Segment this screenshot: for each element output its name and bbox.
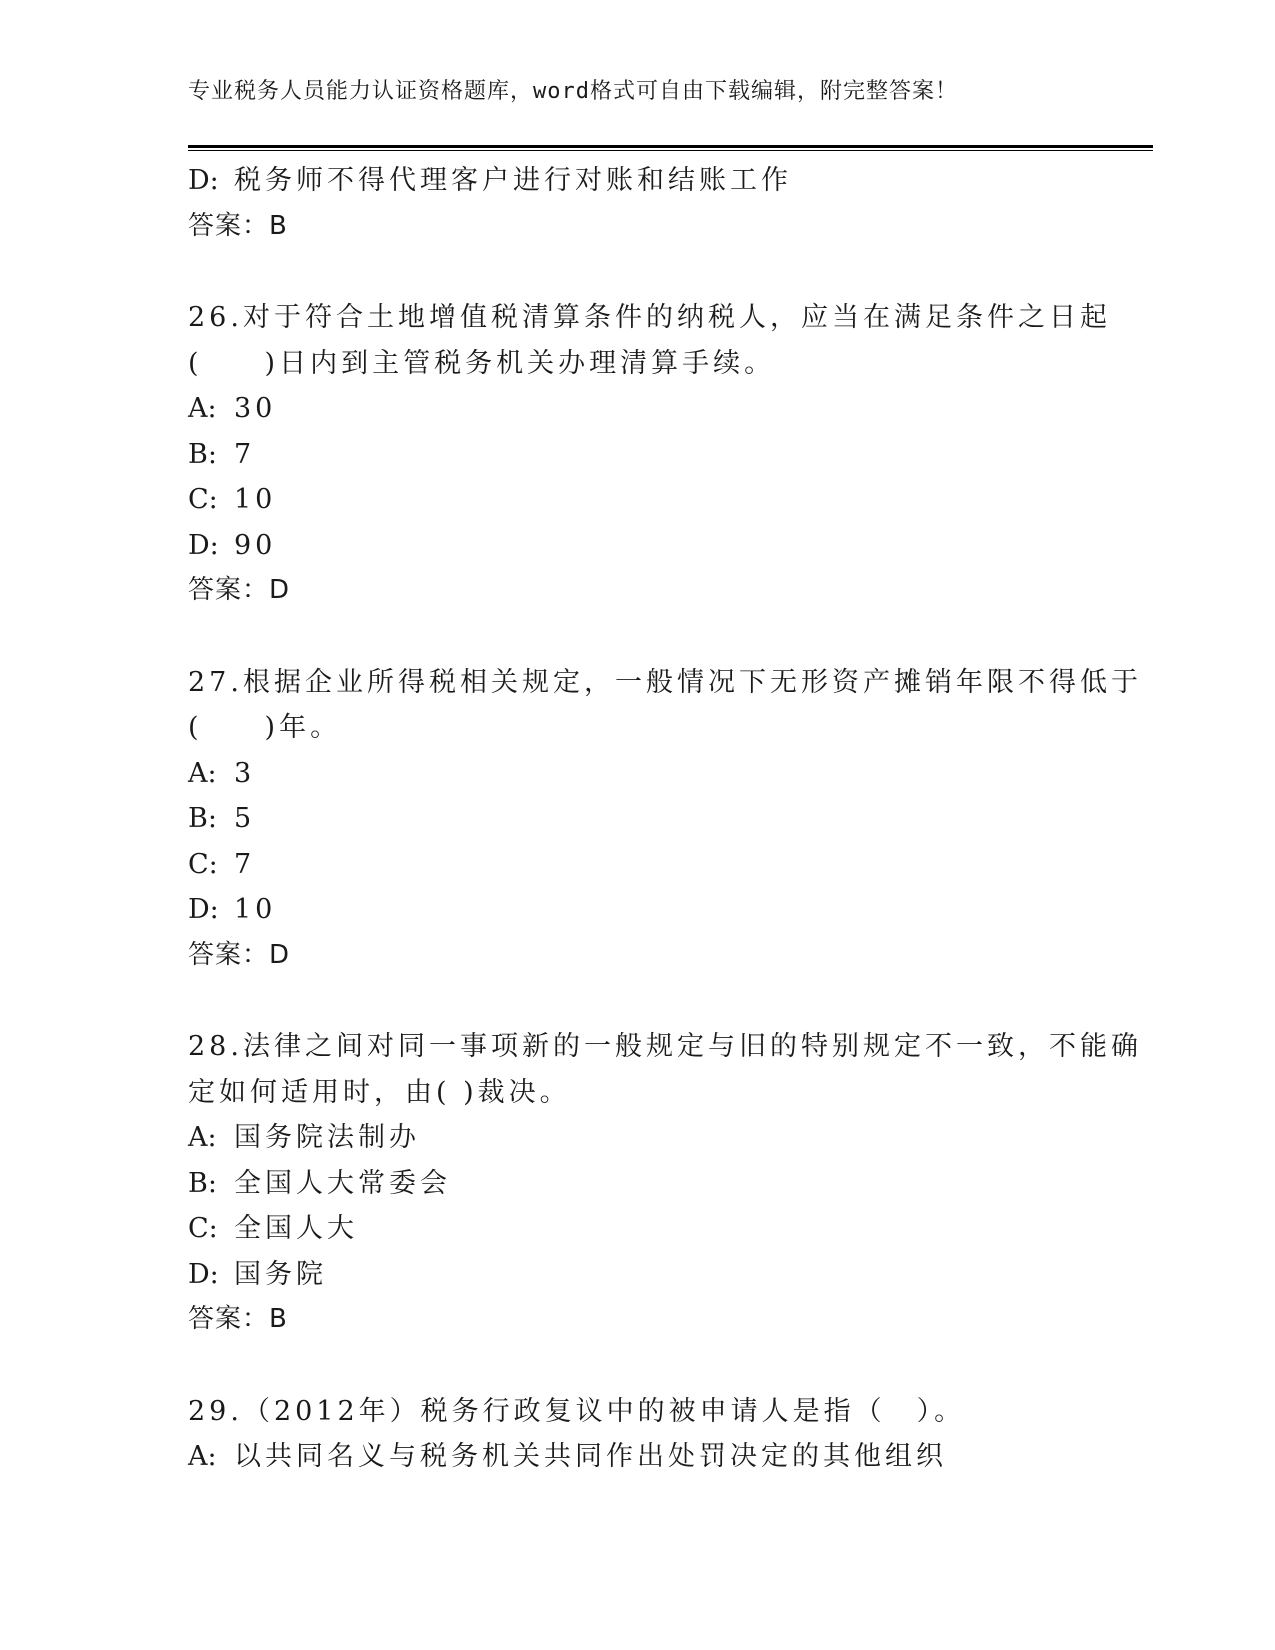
option-letter: A: <box>188 393 217 424</box>
option-letter: A: <box>188 1441 217 1472</box>
answer-line: 答案：B <box>188 1304 288 1334</box>
option-a <box>188 386 1088 432</box>
option-text: 国务院法制办 <box>234 1122 420 1153</box>
answer-line: 答案：D <box>188 939 291 970</box>
option-d <box>188 523 1088 569</box>
option-d <box>188 158 1088 204</box>
option-text: 10 <box>234 484 277 515</box>
question-26-text-line1: 26.对于符合土地增值税清算条件的纳税人，应当在满足条件之日起 <box>188 302 1111 333</box>
answer-line: 答案：B <box>188 210 288 241</box>
option-letter: D: <box>188 165 219 196</box>
option-letter: C: <box>188 848 218 880</box>
spacer <box>188 978 1088 1024</box>
question-27-text-line2: ( )年。 <box>188 712 342 743</box>
option-text: 税务师不得代理客户进行对账和结账工作 <box>234 165 792 196</box>
option-b <box>188 796 1088 842</box>
option-text: 7 <box>234 438 256 470</box>
option-letter: D: <box>188 1258 219 1290</box>
option-text: 5 <box>234 803 256 834</box>
option-text: 30 <box>234 393 277 424</box>
option-text: 90 <box>234 529 277 561</box>
page-header: 专业税务人员能力认证资格题库，word格式可自由下载编辑，附完整答案！ <box>188 79 958 104</box>
option-a <box>188 1434 1088 1480</box>
option-b <box>188 432 1088 478</box>
header-rule-thick <box>188 145 1153 148</box>
option-text: 7 <box>234 848 256 880</box>
option-letter: D: <box>188 529 219 561</box>
answer-line: 答案：D <box>188 575 291 605</box>
option-letter: B: <box>188 438 217 470</box>
spacer <box>188 249 1088 295</box>
question-29-text-line1: 29.（2012年）税务行政复议中的被申请人是指（ ）。 <box>188 1395 966 1427</box>
question-26-text-line2: ( )日内到主管税务机关办理清算手续。 <box>188 347 776 379</box>
option-text: 以共同名义与税务机关共同作出处罚决定的其他组织 <box>234 1441 947 1472</box>
option-d <box>188 887 1088 933</box>
option-letter: A: <box>188 757 217 789</box>
header-rule-thin <box>188 150 1153 151</box>
question-28-text-line2: 定如何适用时，由( )裁决。 <box>188 1076 571 1108</box>
option-letter: B: <box>188 1167 217 1199</box>
question-content <box>188 158 1142 1480</box>
option-letter: D: <box>188 894 219 925</box>
option-text: 全国人大 <box>234 1213 358 1244</box>
option-d <box>188 1252 1088 1298</box>
option-a <box>188 1115 1088 1161</box>
option-letter: C: <box>188 1213 218 1244</box>
option-text: 3 <box>234 757 256 789</box>
option-a <box>188 751 1088 797</box>
option-text: 国务院 <box>234 1258 327 1290</box>
option-c <box>188 1206 1088 1252</box>
spacer <box>188 1343 1088 1389</box>
spacer <box>188 614 1088 660</box>
option-text: 10 <box>234 894 277 925</box>
question-27-text-line1: 27.根据企业所得税相关规定，一般情况下无形资产摊销年限不得低于 <box>188 666 1142 698</box>
option-b <box>188 1161 1088 1207</box>
option-text: 全国人大常委会 <box>234 1167 451 1199</box>
question-28-text-line1: 28.法律之间对同一事项新的一般规定与旧的特别规定不一致，不能确 <box>188 1031 1142 1062</box>
option-c <box>188 842 1088 888</box>
option-letter: C: <box>188 484 218 515</box>
option-letter: A: <box>188 1122 217 1153</box>
option-c <box>188 477 1088 523</box>
option-letter: B: <box>188 803 217 834</box>
